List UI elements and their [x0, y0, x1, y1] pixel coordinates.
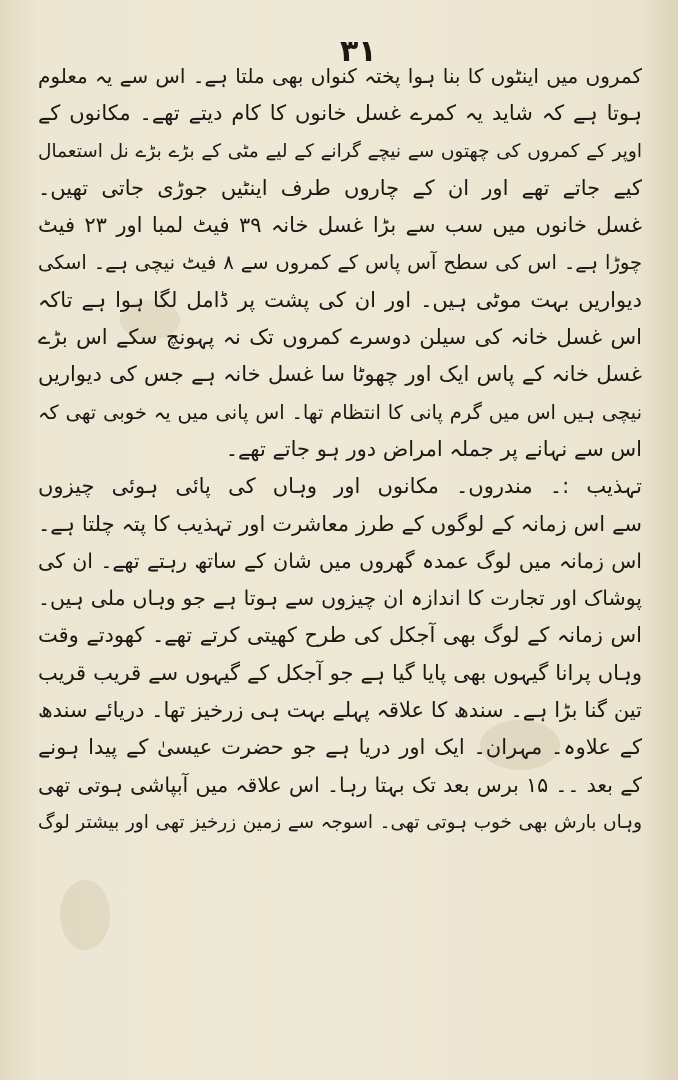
- text-line: وہاں بارش بھی خوب ہوتی تھی۔ اسوجہ سے زمین زرخیز تھی اور بیشتر لوگ: [38, 811, 642, 833]
- text-line: چوڑا ہے۔ اس کی سطح آس پاس کے کمروں سے ۸ فیٹ نیچی ہے۔ اسکی: [38, 251, 642, 275]
- text-line: کے علاوہ۔ مہران۔ ایک اور دریا ہے جو حضرت عیسیٰ کے پیدا ہونے: [38, 735, 642, 760]
- text-line: غسل خانہ کے پاس ایک اور چھوٹا سا غسل خانہ ہے جس کی دیواریں: [38, 362, 642, 387]
- text-line: اس غسل خانہ کی سیلن دوسرے کمروں تک نہ پہونچ سکے اس بڑے: [38, 325, 642, 350]
- text-line: نیچی ہیں اس میں گرم پانی کا انتظام تھا۔ اس پانی میں یہ خوبی تھی کہ: [38, 400, 642, 424]
- text-line: کمروں میں اینٹوں کا بنا ہوا پختہ کنواں بھی ملتا ہے۔ اس سے یہ معلوم: [38, 64, 642, 88]
- text-line: اس سے نہانے پر جملہ امراض دور ہو جاتے تھے۔: [225, 436, 642, 461]
- text-line: وہاں پرانا گیہوں بھی پایا گیا ہے جو آجکل کے گیہوں سے قریب قریب: [38, 660, 642, 685]
- text-line: دیواریں بہت موٹی ہیں۔ اور ان کی پشت پر ڈامل لگا ہوا ہے تاکہ: [38, 287, 642, 312]
- text-line: کے بعد ۔۔ ۱۵ برس بعد تک بہتا رہا۔ اس علاقہ میں آبپاشی ہوتی تھی: [38, 772, 642, 797]
- text-line: اس زمانہ میں لوگ عمدہ گھروں میں شان کے ساتھ رہتے تھے۔ ان کی: [38, 548, 642, 573]
- text-line: غسل خانوں میں سب سے بڑا غسل خانہ ۳۹ فیٹ لمبا اور ۲۳ فیٹ: [38, 213, 642, 238]
- urdu-body-text: [38, 58, 642, 841]
- text-line: تین گنا بڑا ہے۔ سندھ کا علاقہ پہلے بہت ہی زرخیز تھا۔ دریائے سندھ: [38, 698, 642, 723]
- text-line: پوشاک اور تجارت کا اندازہ ان چیزوں سے ہوتا ہے جو وہاں ملی ہیں۔: [38, 586, 642, 611]
- text-line: ہوتا ہے کہ شاید یہ کمرے غسل خانوں کا کام دیتے تھے۔ مکانوں کے: [38, 101, 642, 126]
- text-line: اس زمانہ کے لوگ بھی آجکل کی طرح کھیتی کرتے تھے۔ کھودتے وقت: [38, 623, 642, 648]
- text-line: اوپر کے کمروں کی چھتوں سے نیچے گرانے کے لیے مٹی کے بڑے بڑے نل استعمال: [38, 140, 642, 162]
- paper-stain: [60, 880, 110, 950]
- text-line: کیے جاتے تھے اور ان کے چاروں طرف اینٹیں جوڑی جاتی تھیں۔: [38, 175, 642, 200]
- text-line: سے اس زمانہ کے لوگوں کے طرز معاشرت اور تہذیب کا پتہ چلتا ہے۔: [38, 511, 642, 536]
- section-heading-line: تہذیب :۔ مندروں۔ مکانوں اور وہاں کی پائی ہوئی چیزوں: [38, 474, 642, 499]
- page-number: ۳۱: [340, 34, 377, 69]
